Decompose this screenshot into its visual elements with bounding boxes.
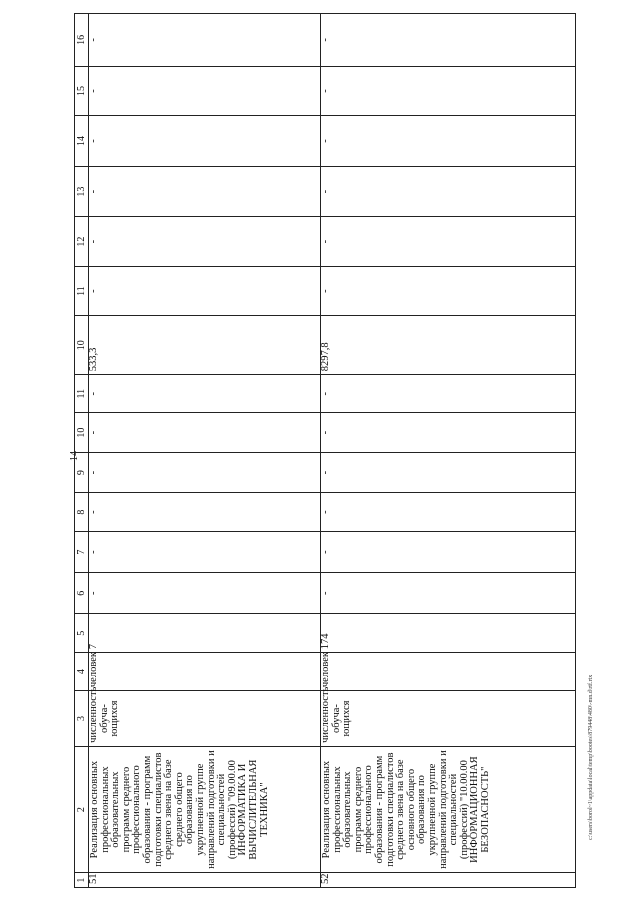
unit: человек bbox=[321, 653, 576, 691]
cell: - bbox=[321, 573, 576, 614]
indicator-name: численность обуча-ющихся bbox=[89, 691, 321, 747]
cell: - bbox=[89, 453, 321, 493]
cell: - bbox=[89, 14, 321, 67]
col-header: 10 bbox=[75, 413, 89, 453]
table-row bbox=[321, 14, 576, 888]
cell: - bbox=[89, 266, 321, 315]
cell: - bbox=[89, 375, 321, 413]
volume-value: 174 bbox=[321, 614, 576, 653]
cell: - bbox=[89, 573, 321, 614]
col-header: 12 bbox=[75, 217, 89, 266]
cell: - bbox=[89, 493, 321, 532]
col-header: 13 bbox=[75, 166, 89, 217]
cell: - bbox=[89, 66, 321, 115]
indicator-name: численность обуча-ющихся bbox=[321, 691, 576, 747]
col-header: 10 bbox=[75, 316, 89, 375]
col-header: 2 bbox=[75, 746, 89, 872]
col-header: 11 bbox=[75, 375, 89, 413]
col-header: 11 bbox=[75, 266, 89, 315]
budget-table-wrapper bbox=[74, 13, 585, 888]
cell: - bbox=[321, 532, 576, 573]
col-header: 4 bbox=[75, 653, 89, 691]
cell: - bbox=[321, 166, 576, 217]
cell: - bbox=[321, 116, 576, 167]
footer-file-path-text: c:\users\borol~1\appdata\local\temp\bootes\879448\480\-mn.d\rtf.rtx bbox=[588, 674, 594, 840]
volume-value: 7 bbox=[89, 614, 321, 653]
cell: - bbox=[321, 453, 576, 493]
col-header: 16 bbox=[75, 14, 89, 67]
col-header: 7 bbox=[75, 532, 89, 573]
cell: - bbox=[321, 217, 576, 266]
col-header: 5 bbox=[75, 614, 89, 653]
row-number: 51 bbox=[89, 873, 321, 888]
page-number: 14 bbox=[69, 451, 80, 461]
col-header: 14 bbox=[75, 116, 89, 167]
header-row bbox=[75, 14, 89, 888]
col-header: 1 bbox=[75, 873, 89, 888]
cell: - bbox=[89, 166, 321, 217]
cell: - bbox=[89, 217, 321, 266]
cost-value: 533,3 bbox=[89, 316, 321, 375]
service-name: Реализация основных профессиональных образовательных программ среднего профессионального образования - программ подготовки специалистов среднего звена на базе основного общего образования по укрупненной группе направлений подготовки и специальностей (профессий) "10.00.00 ИНФОРМАЦИОННАЯ БЕЗОПАСНОСТЬ" bbox=[321, 746, 576, 872]
footer-file-path bbox=[588, 674, 602, 846]
col-header: 9 bbox=[75, 453, 89, 493]
unit: человек bbox=[89, 653, 321, 691]
cell: - bbox=[321, 266, 576, 315]
cell: - bbox=[321, 375, 576, 413]
col-header: 15 bbox=[75, 66, 89, 115]
cell: - bbox=[89, 532, 321, 573]
cell: - bbox=[321, 413, 576, 453]
row-number: 52 bbox=[321, 873, 576, 888]
cell: - bbox=[321, 14, 576, 67]
service-name: Реализация основных профессиональных образовательных программ среднего профессионального образования - программ подготовки специалистов среднего звена на базе среднего общего образования по укрупненной группе направлений подготовки и специальностей (профессий) "09.00.00 ИНФОРМАТИКА И ВЫЧИСЛИТЕЛЬНАЯ ТЕХНИКА" bbox=[89, 746, 321, 872]
table-row bbox=[89, 14, 321, 888]
budget-table bbox=[74, 13, 576, 888]
cell: - bbox=[89, 413, 321, 453]
cell: - bbox=[89, 116, 321, 167]
col-header: 8 bbox=[75, 493, 89, 532]
cell: - bbox=[321, 66, 576, 115]
cost-value: 8297,8 bbox=[321, 316, 576, 375]
col-header: 6 bbox=[75, 573, 89, 614]
cell: - bbox=[321, 493, 576, 532]
col-header: 3 bbox=[75, 691, 89, 747]
